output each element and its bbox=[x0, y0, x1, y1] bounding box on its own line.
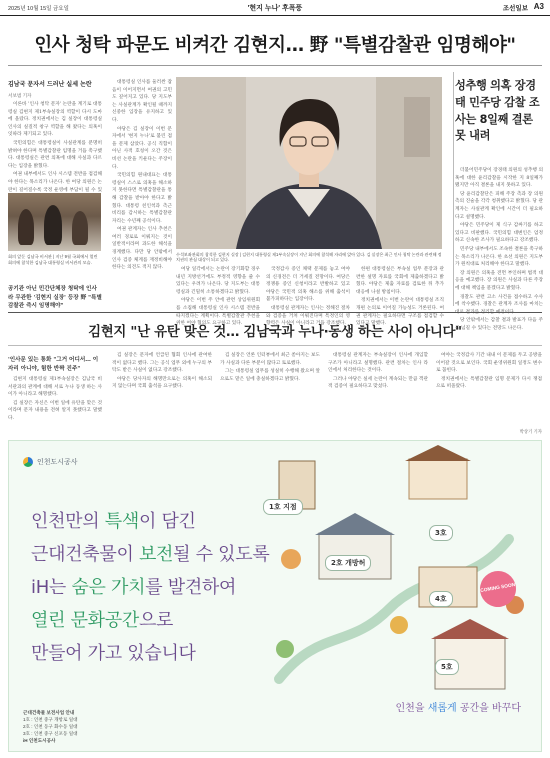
page-header bbox=[0, 0, 550, 16]
section-divider bbox=[8, 312, 542, 313]
ad-label-bubble: 2호 개방허 bbox=[325, 555, 371, 571]
ad-slogan-line: 근대건축물이 보전될 수 있도록 bbox=[31, 544, 270, 565]
ad-footer-org: iH 인천도시공사 bbox=[23, 738, 56, 743]
main-photo-caption: 수석보좌관회의 참석한 김현지 실장 | 김현지 대통령실 제1부속실장이 지난 회의에 참석해 자리에 앉아 있다. 김 실장은 최근 인사 청탁 논란과 관련해 정치권의 관심 대상이 되고 있다. bbox=[176, 252, 442, 263]
paragraph: 김 실장은 자신은 이번 일에 유탄을 맞은 것이라며 문자 내용을 전혀 알지 못했다고 말했다. bbox=[8, 400, 102, 421]
center-column-body bbox=[112, 79, 172, 307]
section2-byline: 박상기 기자 bbox=[519, 429, 542, 434]
paragraph: 한편 대통령실은 부속실 업무 분장과 관련한 설명 자료를 국회에 제출하겠다고 밝혔다. 야당은 제출 자료를 검토한 뒤 추가 대응에 나설 방침이다. bbox=[356, 267, 444, 295]
ad-tagline-prefix: 인천을 bbox=[395, 703, 425, 714]
ad-slogan-line: iH는 숨은 가치를 발견하여 bbox=[31, 577, 237, 598]
ad-slogan-highlight: 열린 문화공간 bbox=[31, 610, 139, 631]
paragraph: 대통령실 인사를 둘러싼 잡음이 이어지면서 여권의 고민도 깊어지고 있다. 당 지도부는 사실관계가 확인될 때까지 신중한 입장을 유지하고 있다. bbox=[112, 80, 172, 123]
paragraph: 대통령실 관계자는 인사는 정해진 절차와 검증을 거쳐 이뤄진다며 특정인의 영향력은 사실이 아니라고 거듭 강조했다. bbox=[266, 305, 350, 327]
ad-footer bbox=[23, 709, 78, 744]
section2-body-mid1 bbox=[112, 352, 212, 434]
ad-label-bubble: 1호 지점 bbox=[263, 499, 303, 515]
paragraph: 야당은 민주당이 제 식구 감싸기를 하고 있다고 비판했다. 국민의힘 대변인은 엄정하고 신속한 조사가 필요하다고 강조했다. bbox=[455, 223, 543, 244]
paragraph: 이른바 '인사 청탁 문자' 논란을 계기로 대통령실 김현지 제1부속실장의 역할이 다시 도마에 올랐다. 정치권에서는 김 실장이 대통령실 인사의 실질적 창구 역할을 해 왔다는 의혹이 잇따라 제기되고 있다. bbox=[8, 102, 102, 138]
paragraph: 당 윤리감찰단은 피해 주장 측과 장 의원 측의 진술을 각각 청취했다고 밝혔다. 당 관계자는 사실관계 확인에 시간이 더 필요하다고 설명했다. bbox=[455, 191, 543, 220]
photo-backdrop-left bbox=[176, 77, 246, 249]
section2-divider bbox=[8, 345, 542, 346]
main-photo bbox=[176, 77, 442, 249]
page-number: A3 bbox=[533, 2, 544, 11]
paragraph: 여야는 국정감사 기간 내내 이 문제를 두고 공방을 이어갈 것으로 보인다. 국회 운영위원회 일정도 변수로 꼽힌다. bbox=[436, 353, 542, 374]
ad-label-bubble: 3호 bbox=[429, 525, 453, 541]
building-1-roof bbox=[405, 445, 471, 461]
paragraph: 여권 내부에서도 인사 시스템 전반을 점검해야 한다는 목소리가 나온다. 한 여당 의원은 논란이 길어질수록 국정 운영에 부담이 될 수 있 bbox=[8, 172, 102, 193]
tree bbox=[390, 616, 408, 634]
small-photo bbox=[8, 193, 101, 251]
ad-logo-text: 인천도시공사 bbox=[37, 458, 78, 466]
photo-figure bbox=[18, 209, 34, 245]
ad-footer-line: 2호 : 인천 동구 화수동 일대 bbox=[23, 724, 78, 729]
side-headline: 성추행 의혹 장경태 민주당 감찰 조사는 8일째 결론 못 내려 bbox=[455, 79, 540, 143]
paragraph: 여권 관계자는 인사 추천은 여러 경로로 이뤄지는 것이 일반적이라며 과도한 해석을 경계했다. 다만 당 안팎에서 인사 검증 체계를 재정비해야 한다는 의견도 적지 않다. bbox=[112, 227, 172, 271]
ad-slogan-line: 열린 문화공간으로 bbox=[31, 610, 174, 631]
advertisement[interactable] bbox=[8, 440, 542, 752]
left-column-author: 서보범 기자 bbox=[8, 93, 32, 98]
ad-tagline-highlight: 새롭게 bbox=[427, 703, 457, 714]
center-body-2 bbox=[176, 266, 260, 327]
ad-slogan-highlight: 보전 bbox=[138, 544, 174, 565]
headline-divider bbox=[8, 65, 542, 66]
paragraph: 그는 대통령실 업무를 성실히 수행해 왔으며 앞으로도 맡은 일에 충실하겠다고 밝혔다. bbox=[220, 369, 320, 382]
section2-headline: 김현지 "난 유탄 맞은 것… 김남국과 누나·동생 하는 사이 아니다" bbox=[88, 325, 462, 340]
center-body-4 bbox=[356, 266, 444, 327]
ad-footer-line: 1호 : 인천 중구 개항로 일대 bbox=[23, 717, 78, 722]
paragraph: 국정감사 증인 채택 문제를 놓고 여야의 신경전은 더 거세질 전망이다. 여당은 정쟁용 증인 신청이라고 반발하고 있고 야당은 국민적 의혹 해소를 위해 출석이 불가피하다는 입장이다. bbox=[266, 267, 350, 303]
section2-body-mid2 bbox=[220, 352, 320, 434]
ad-label-bubble: 5호 bbox=[435, 659, 459, 675]
background-figure bbox=[404, 97, 430, 157]
paragraph: 김현지 대통령실 제1부속실장은 김남국 비서관과의 관계에 대해 서로 누나 동생 하는 사이가 아니라고 해명했다. bbox=[8, 377, 102, 398]
ad-footer-line: 3호 : 인천 중구 신포동 일대 bbox=[23, 731, 78, 736]
newspaper-name: 조선일보 bbox=[502, 4, 528, 12]
paragraph: 야당은 이번 주 안에 관련 상임위원회를 소집해 대통령실 인사 시스템 전반을 따지겠다는 계획이다. 특별감찰관 추천을 위한 여야 협의도 요구하고 있다. bbox=[176, 298, 260, 327]
small-photo-caption: 회의 앞둔 김남국 비서관 | 지난 9월 국회에서 열린 회의에 참석한 김남국 대통령실 비서관의 모습. bbox=[8, 254, 98, 265]
left-column-title: 김남국 문자서 드러난 실세 논란 bbox=[8, 81, 92, 88]
ad-slogan-line: 인천만의 특색이 담긴 bbox=[31, 511, 196, 532]
paragraph: 국민의힘은 대통령실이 사실관계를 분명히 밝혀야 한다며 특별감찰관 임명을 거듭 촉구했다. 대통령실은 관련 의혹에 대해 사실과 다르다는 입장을 밝혔다. bbox=[8, 140, 102, 169]
ad-coming-soon-badge: COMING SOON bbox=[477, 568, 519, 610]
paragraph: 대통령실 관계자는 부속실장이 인사에 개입할 구조가 아니라고 설명했다. 관련 절차는 인사 라인에서 처리한다는 것이다. bbox=[328, 353, 428, 374]
paragraph: 정치권에서는 특별감찰관 임명 문제가 다시 쟁점으로 떠올랐다. bbox=[436, 376, 542, 390]
main-headline: 인사 청탁 파문도 비켜간 김현지… 野 "특별감찰관 임명해야" bbox=[34, 35, 516, 56]
paragraph: 당 안팎에서는 감찰 결과 발표가 다음 주를 넘길 수 있다는 전망도 나온다. bbox=[455, 318, 543, 331]
left-column-body bbox=[8, 101, 102, 191]
section2-body-right bbox=[436, 352, 542, 426]
ad-footer-title: 근대건축물 보전사업 안내 bbox=[23, 710, 75, 715]
paragraph: 정치권에서는 이번 논란이 대통령실 조직 개편 논의로 이어질 가능성도 거론된다. 여권 관계자는 필요하다면 구조를 점검할 수 있다고 말했다. bbox=[356, 298, 444, 327]
ad-slogan bbox=[31, 505, 269, 670]
building-1 bbox=[409, 459, 467, 499]
center-body-3 bbox=[266, 266, 350, 327]
building-3-roof bbox=[315, 513, 395, 535]
main-photo-illustration bbox=[176, 77, 442, 249]
ad-slogan-highlight: 숨은 가치 bbox=[71, 577, 146, 598]
side-column-body bbox=[455, 167, 543, 331]
ad-label-bubble: 4호 bbox=[429, 591, 453, 607]
side-column-divider bbox=[453, 72, 454, 306]
paragraph: 더불어민주당이 장경태 의원의 성추행 의혹에 대한 윤리감찰을 시작한 지 8일째가 됐지만 아직 결론을 내지 못하고 있다. bbox=[455, 168, 543, 189]
paragraph: 장 의원은 의혹을 전면 부인하며 법적 대응을 예고했다. 장 의원은 사실과 다른 주장에 대해 책임을 묻겠다고 밝혔다. bbox=[455, 270, 543, 291]
paragraph: 김 실장은 문자에 언급된 협회 인사에 관여한 적이 없다고 했다. 그는 공식 업무 외에 누구의 부탁도 받은 사실이 없다고 강조했다. bbox=[112, 353, 212, 374]
section-label: '현지 누나' 후폭풍 bbox=[247, 5, 303, 12]
paragraph: 국민의힘 원내대표는 대통령실이 스스로 의혹을 해소하지 못한다면 특별감찰관을 통해 감찰을 받아야 한다고 밝혔다. 대통령 친인척과 측근 비리를 감시하는 특별감찰관 자리는 수년째 공석이다. bbox=[112, 173, 172, 224]
paragraph: 민주당 내부에서도 조속한 결론을 촉구하는 목소리가 나온다. 한 초선 의원은 지도부가 원칙대로 처리해야 한다고 말했다. bbox=[455, 246, 543, 268]
paragraph: 경찰도 관련 고소 사건을 접수하고 수사에 착수했다. 경찰은 관계자 조사를 마치는 대로 결과를 정리할 예정이다. bbox=[455, 294, 543, 315]
tree bbox=[281, 549, 301, 569]
section2-subheadline: '인사문 있는 통화 "그거 어디서… 이 자리 아니야, 험한 반짝 진주" bbox=[8, 357, 99, 372]
paragraph: 김 실장은 언론 인터뷰에서 최근 쏟아지는 보도가 사실과 다른 부분이 많다고 토로했다. bbox=[220, 353, 320, 366]
paragraph: 야당은 김 실장이 이번 문자에서 '현지 누나'로 불린 점을 문제 삼았다. 공식 직함이 아닌 사적 호칭이 오간 것은 비선 논란을 키운다는 주장이다. bbox=[112, 126, 172, 170]
section2-body-left bbox=[8, 376, 102, 434]
ad-slogan-highlight: 특색 bbox=[104, 511, 139, 532]
ad-logo bbox=[23, 457, 78, 467]
page-date: 2025년 10월 15일 금요일 bbox=[8, 6, 69, 12]
ad-tagline bbox=[396, 699, 521, 714]
photo-figure bbox=[44, 205, 62, 245]
tree bbox=[276, 640, 294, 658]
section2-body-mid3 bbox=[328, 352, 428, 434]
left-subheadline: 공기관 아닌 민간단체장 청탁에 인사라 무관한 '김현지 실장' 등장 野 "특별감찰관 즉시 임명해야" bbox=[8, 286, 102, 310]
photo-figure bbox=[72, 211, 88, 245]
ad-logo-icon bbox=[23, 457, 33, 467]
paragraph: 여당 일각에서는 논란이 장기화할 경우 내년 지방선거에도 부정적 영향을 줄 수 있다는 우려가 나온다. 당 지도부는 대통령실과 긴밀히 소통하겠다고 밝혔다. bbox=[176, 267, 260, 295]
paragraph: 야당은 당사자의 해명만으로는 의혹이 해소되지 않는다며 국회 출석을 요구했다. bbox=[112, 376, 212, 390]
ad-slogan-line: 만들어 가고 있습니다 bbox=[31, 643, 196, 664]
building-5-roof bbox=[431, 619, 509, 639]
paragraph: 그러나 야당은 실세 논란이 계속되는 만큼 객관적 검증이 필요하다고 맞섰다. bbox=[328, 376, 428, 390]
ad-tagline-suffix: 공간을 바꾸다 bbox=[459, 703, 521, 714]
